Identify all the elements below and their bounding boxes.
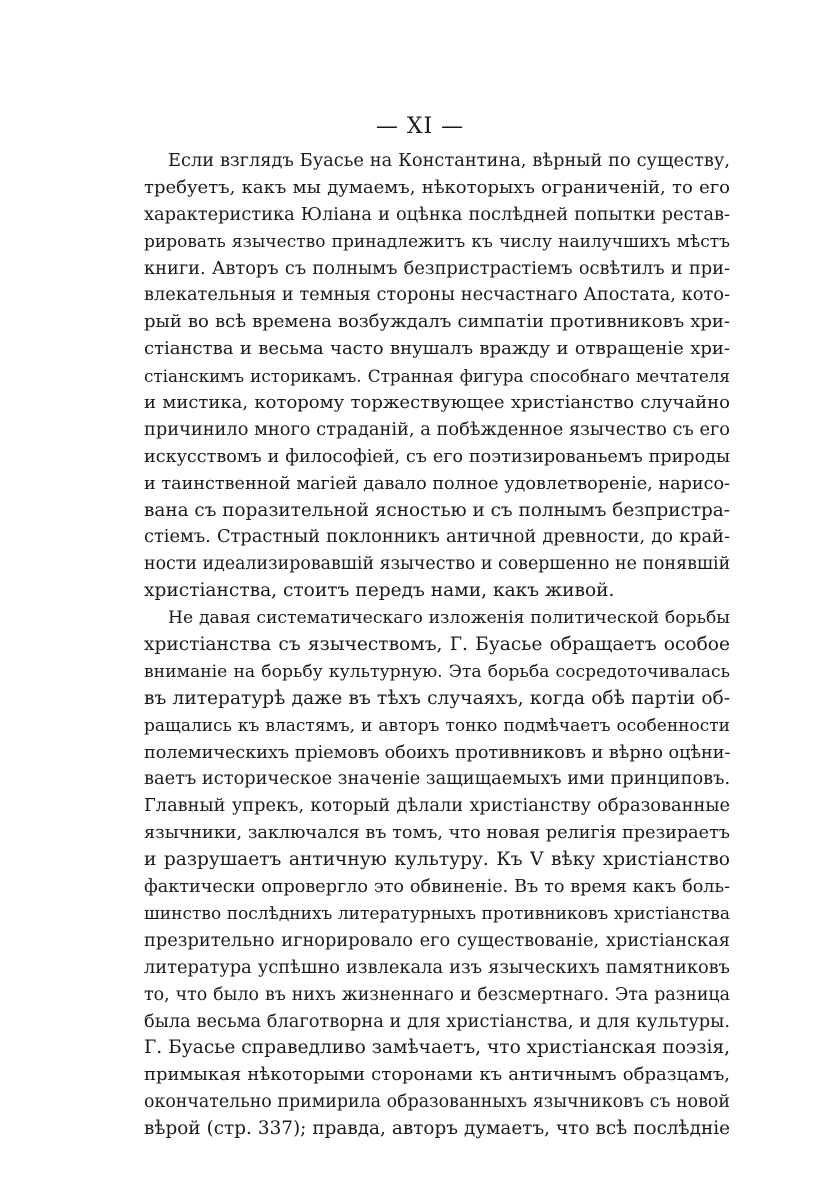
text-line: Г. Буасье справедливо замѣчаетъ, что христіанская поэзія, [144, 1037, 730, 1059]
text-line: ности идеализировавшій язычество и совершенно не понявшій [144, 554, 730, 575]
text-line: стіемъ. Страстный поклонникъ античной древности, до край- [144, 526, 730, 548]
text-line: въ литературѣ даже въ тѣхъ случаяхъ, когда обѣ партіи об- [144, 687, 730, 709]
text-line: стіанства и весьма часто внушалъ вражду и отвращеніе хри- [144, 338, 730, 360]
body-text [144, 148, 730, 1143]
text-line: Не давая систематическаго изложенія политической борьбы [168, 608, 730, 629]
text-line: ращались къ властямъ, и авторъ тонко подмѣчаетъ особенности [144, 715, 730, 736]
text-line: примыкая нѣкоторыми сторонами къ античнымъ образцамъ, [144, 1064, 730, 1086]
text-line: христіанства, стоитъ передъ нами, какъ живой. [144, 580, 615, 602]
text-line: вана съ поразительной ясностью и съ полнымъ безпристра- [144, 499, 730, 521]
text-line: то, что было въ нихъ жизненнаго и безсмертнаго. Эта разница [144, 984, 730, 1005]
text-line: влекательныя и темныя стороны несчастнаго Апостата, кото- [144, 284, 730, 306]
text-line: христіанства съ язычествомъ, Г. Буасье обращаетъ особое [144, 634, 730, 656]
text-line: рый во всѣ времена возбуждалъ симпатіи противниковъ хри- [144, 311, 730, 333]
paragraph-2 [144, 605, 730, 1143]
text-line: окончательно примирила образованныхъ язычниковъ съ новой [144, 1092, 730, 1113]
text-line: шинство послѣднихъ литературныхъ противниковъ христіанства [144, 903, 730, 924]
text-line: была весьма благотворна и для христіанства, и для культуры. [144, 1010, 730, 1032]
text-line: и мистика, которому торжествующее христіанство случайно [144, 392, 730, 414]
paragraph-1 [144, 148, 730, 605]
text-line: вѣрой (стр. 337); правда, авторъ думаетъ, что всѣ послѣдніе [144, 1118, 730, 1140]
text-line: вниманіе на борьбу культурную. Эта борьба сосредоточивалась [144, 661, 730, 682]
text-line: фактически опровергло это обвиненіе. Въ то время какъ боль- [144, 877, 730, 898]
text-line: характеристика Юліана и оцѣнка послѣдней попытки рестав- [144, 203, 730, 225]
page-number: — XI — [375, 114, 465, 139]
text-line: язычники, заключался въ томъ, что новая религія презираетъ [144, 823, 730, 844]
text-line: причинило много страданій, а побѣжденное язычество съ его [144, 418, 730, 440]
text-line: литература успѣшно извлекала изъ языческихъ памятниковъ [144, 956, 730, 978]
text-line: Если взглядъ Буасье на Константина, вѣрный по существу, [168, 150, 730, 171]
text-line: полемическихъ пріемовъ обоихъ противниковъ и вѣрно оцѣни- [144, 742, 730, 763]
text-line: презрительно игнорировало его существованіе, христіанская [144, 929, 730, 951]
text-line: и таинственной магіей давало полное удовлетвореніе, нарисо- [144, 473, 730, 494]
text-line: книги. Авторъ съ полнымъ безпристрастіемъ освѣтилъ и при- [144, 257, 730, 279]
text-line: ваетъ историческое значеніе защищаемыхъ ими принциповъ. [144, 768, 730, 790]
text-line: стіанскимъ историкамъ. Странная фигура способнаго мечтателя [144, 366, 730, 387]
text-line: Главный упрекъ, который дѣлали христіанству образованные [144, 795, 730, 817]
text-line: и разрушаетъ античную культуру. Къ V вѣку христіанство [144, 849, 730, 871]
text-line: требуетъ, какъ мы думаемъ, нѣкоторыхъ ограниченій, то его [144, 176, 730, 198]
text-line: рировать язычество принадлежитъ къ числу наилучшихъ мѣстъ [144, 231, 730, 252]
text-line: искусствомъ и философіей, съ его поэтизированьемъ природы [144, 446, 730, 467]
